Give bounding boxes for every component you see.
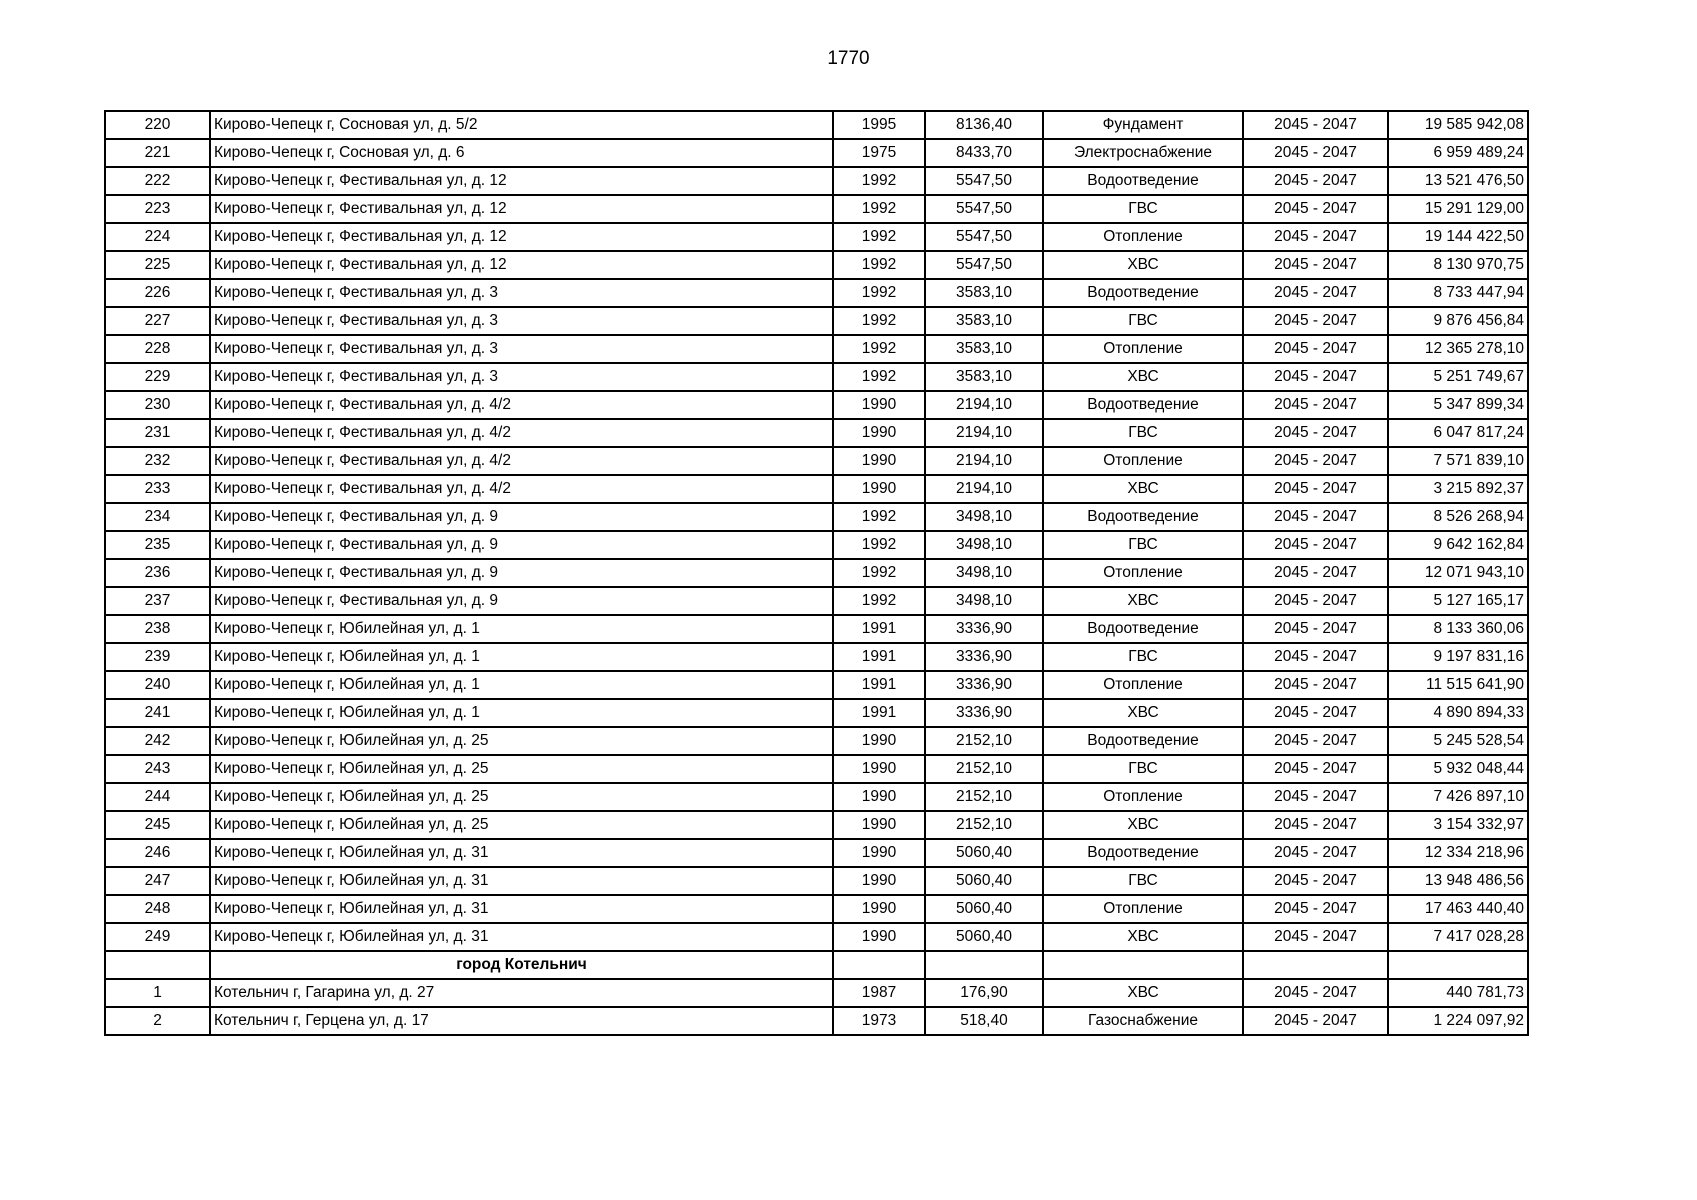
row-number-cell: 242	[105, 727, 210, 755]
address-cell: Кирово-Чепецк г, Юбилейная ул, д. 25	[210, 783, 833, 811]
period-cell: 2045 - 2047	[1243, 699, 1388, 727]
year-built-cell: 1991	[833, 643, 925, 671]
cost-cell: 19 585 942,08	[1388, 111, 1528, 139]
empty-cell	[1043, 951, 1243, 979]
table-row	[105, 839, 1528, 867]
cost-cell: 5 932 048,44	[1388, 755, 1528, 783]
table-row	[105, 923, 1528, 951]
work-type-cell: Отопление	[1043, 671, 1243, 699]
address-cell: Кирово-Чепецк г, Фестивальная ул, д. 4/2	[210, 475, 833, 503]
year-built-cell: 1992	[833, 363, 925, 391]
year-built-cell: 1973	[833, 1007, 925, 1035]
period-cell: 2045 - 2047	[1243, 923, 1388, 951]
cost-cell: 12 071 943,10	[1388, 559, 1528, 587]
address-cell: Кирово-Чепецк г, Юбилейная ул, д. 31	[210, 867, 833, 895]
period-cell: 2045 - 2047	[1243, 307, 1388, 335]
area-cell: 2194,10	[925, 447, 1043, 475]
work-type-cell: ХВС	[1043, 979, 1243, 1007]
period-cell: 2045 - 2047	[1243, 615, 1388, 643]
work-type-cell: Газоснабжение	[1043, 1007, 1243, 1035]
year-built-cell: 1990	[833, 839, 925, 867]
area-cell: 5547,50	[925, 223, 1043, 251]
period-cell: 2045 - 2047	[1243, 643, 1388, 671]
table-row	[105, 671, 1528, 699]
year-built-cell: 1991	[833, 615, 925, 643]
year-built-cell: 1992	[833, 503, 925, 531]
address-cell: Кирово-Чепецк г, Фестивальная ул, д. 4/2	[210, 391, 833, 419]
row-number-cell: 220	[105, 111, 210, 139]
area-cell: 3336,90	[925, 671, 1043, 699]
row-number-cell: 230	[105, 391, 210, 419]
row-number-cell: 233	[105, 475, 210, 503]
year-built-cell: 1992	[833, 335, 925, 363]
cost-cell: 11 515 641,90	[1388, 671, 1528, 699]
empty-cell	[1243, 951, 1388, 979]
address-cell: Кирово-Чепецк г, Сосновая ул, д. 6	[210, 139, 833, 167]
address-cell: Кирово-Чепецк г, Юбилейная ул, д. 31	[210, 923, 833, 951]
area-cell: 3498,10	[925, 559, 1043, 587]
address-cell: Котельнич г, Герцена ул, д. 17	[210, 1007, 833, 1035]
period-cell: 2045 - 2047	[1243, 475, 1388, 503]
work-type-cell: Отопление	[1043, 895, 1243, 923]
area-cell: 2152,10	[925, 811, 1043, 839]
cost-cell: 15 291 129,00	[1388, 195, 1528, 223]
period-cell: 2045 - 2047	[1243, 251, 1388, 279]
cost-cell: 9 642 162,84	[1388, 531, 1528, 559]
row-number-cell: 248	[105, 895, 210, 923]
period-cell: 2045 - 2047	[1243, 419, 1388, 447]
table-row	[105, 783, 1528, 811]
table-row	[105, 979, 1528, 1007]
address-cell: Кирово-Чепецк г, Фестивальная ул, д. 4/2	[210, 447, 833, 475]
address-cell: Кирово-Чепецк г, Фестивальная ул, д. 4/2	[210, 419, 833, 447]
table-row	[105, 363, 1528, 391]
cost-cell: 5 245 528,54	[1388, 727, 1528, 755]
table-row	[105, 867, 1528, 895]
year-built-cell: 1990	[833, 811, 925, 839]
table-row	[105, 1007, 1528, 1035]
cost-cell: 9 876 456,84	[1388, 307, 1528, 335]
area-cell: 3498,10	[925, 587, 1043, 615]
address-cell: Кирово-Чепецк г, Юбилейная ул, д. 25	[210, 755, 833, 783]
period-cell: 2045 - 2047	[1243, 979, 1388, 1007]
row-number-cell: 1	[105, 979, 210, 1007]
area-cell: 3336,90	[925, 643, 1043, 671]
year-built-cell: 1990	[833, 923, 925, 951]
table-row	[105, 699, 1528, 727]
row-number-cell: 232	[105, 447, 210, 475]
cost-cell: 13 521 476,50	[1388, 167, 1528, 195]
work-type-cell: Водоотведение	[1043, 279, 1243, 307]
work-type-cell: Электроснабжение	[1043, 139, 1243, 167]
area-cell: 8433,70	[925, 139, 1043, 167]
area-cell: 2194,10	[925, 419, 1043, 447]
work-type-cell: ХВС	[1043, 811, 1243, 839]
area-cell: 3498,10	[925, 531, 1043, 559]
row-number-cell: 226	[105, 279, 210, 307]
period-cell: 2045 - 2047	[1243, 335, 1388, 363]
row-number-cell: 231	[105, 419, 210, 447]
table-row	[105, 391, 1528, 419]
cost-cell: 7 426 897,10	[1388, 783, 1528, 811]
cost-cell: 3 154 332,97	[1388, 811, 1528, 839]
cost-cell: 440 781,73	[1388, 979, 1528, 1007]
address-cell: Кирово-Чепецк г, Юбилейная ул, д. 25	[210, 811, 833, 839]
period-cell: 2045 - 2047	[1243, 895, 1388, 923]
period-cell: 2045 - 2047	[1243, 867, 1388, 895]
year-built-cell: 1990	[833, 895, 925, 923]
address-cell: Кирово-Чепецк г, Фестивальная ул, д. 9	[210, 531, 833, 559]
address-cell: Кирово-Чепецк г, Юбилейная ул, д. 1	[210, 699, 833, 727]
table-row	[105, 307, 1528, 335]
year-built-cell: 1991	[833, 699, 925, 727]
table-row	[105, 559, 1528, 587]
row-number-cell: 237	[105, 587, 210, 615]
area-cell: 3498,10	[925, 503, 1043, 531]
row-number-cell: 222	[105, 167, 210, 195]
area-cell: 3583,10	[925, 279, 1043, 307]
empty-cell	[105, 951, 210, 979]
work-type-cell: ХВС	[1043, 699, 1243, 727]
work-type-cell: ГВС	[1043, 755, 1243, 783]
area-cell: 5060,40	[925, 839, 1043, 867]
cost-cell: 8 526 268,94	[1388, 503, 1528, 531]
period-cell: 2045 - 2047	[1243, 447, 1388, 475]
address-cell: Кирово-Чепецк г, Юбилейная ул, д. 25	[210, 727, 833, 755]
year-built-cell: 1990	[833, 867, 925, 895]
table-row	[105, 643, 1528, 671]
year-built-cell: 1990	[833, 475, 925, 503]
year-built-cell: 1992	[833, 279, 925, 307]
area-cell: 2152,10	[925, 727, 1043, 755]
work-type-cell: Водоотведение	[1043, 503, 1243, 531]
row-number-cell: 223	[105, 195, 210, 223]
table-row	[105, 223, 1528, 251]
address-cell: Кирово-Чепецк г, Юбилейная ул, д. 31	[210, 895, 833, 923]
row-number-cell: 224	[105, 223, 210, 251]
address-cell: Кирово-Чепецк г, Фестивальная ул, д. 3	[210, 279, 833, 307]
year-built-cell: 1990	[833, 391, 925, 419]
work-type-cell: ГВС	[1043, 643, 1243, 671]
area-cell: 176,90	[925, 979, 1043, 1007]
address-cell: Кирово-Чепецк г, Фестивальная ул, д. 12	[210, 195, 833, 223]
area-cell: 3336,90	[925, 699, 1043, 727]
cost-cell: 7 571 839,10	[1388, 447, 1528, 475]
address-cell: Кирово-Чепецк г, Фестивальная ул, д. 12	[210, 251, 833, 279]
period-cell: 2045 - 2047	[1243, 363, 1388, 391]
year-built-cell: 1992	[833, 559, 925, 587]
cost-cell: 12 334 218,96	[1388, 839, 1528, 867]
table-row	[105, 419, 1528, 447]
area-cell: 3583,10	[925, 335, 1043, 363]
cost-cell: 3 215 892,37	[1388, 475, 1528, 503]
year-built-cell: 1991	[833, 671, 925, 699]
cost-cell: 8 733 447,94	[1388, 279, 1528, 307]
address-cell: Кирово-Чепецк г, Фестивальная ул, д. 3	[210, 335, 833, 363]
year-built-cell: 1992	[833, 531, 925, 559]
table-row	[105, 279, 1528, 307]
row-number-cell: 243	[105, 755, 210, 783]
period-cell: 2045 - 2047	[1243, 839, 1388, 867]
period-cell: 2045 - 2047	[1243, 195, 1388, 223]
work-type-cell: Отопление	[1043, 447, 1243, 475]
year-built-cell: 1975	[833, 139, 925, 167]
table-row	[105, 335, 1528, 363]
address-cell: Кирово-Чепецк г, Сосновая ул, д. 5/2	[210, 111, 833, 139]
year-built-cell: 1992	[833, 587, 925, 615]
area-cell: 3336,90	[925, 615, 1043, 643]
address-cell: Кирово-Чепецк г, Фестивальная ул, д. 12	[210, 223, 833, 251]
work-type-cell: ГВС	[1043, 307, 1243, 335]
row-number-cell: 234	[105, 503, 210, 531]
work-type-cell: Водоотведение	[1043, 615, 1243, 643]
work-type-cell: ГВС	[1043, 195, 1243, 223]
period-cell: 2045 - 2047	[1243, 167, 1388, 195]
area-cell: 3583,10	[925, 307, 1043, 335]
work-type-cell: ХВС	[1043, 251, 1243, 279]
table-row	[105, 195, 1528, 223]
table-row	[105, 895, 1528, 923]
year-built-cell: 1990	[833, 447, 925, 475]
cost-cell: 12 365 278,10	[1388, 335, 1528, 363]
address-cell: Кирово-Чепецк г, Фестивальная ул, д. 9	[210, 503, 833, 531]
row-number-cell: 240	[105, 671, 210, 699]
cost-cell: 4 890 894,33	[1388, 699, 1528, 727]
year-built-cell: 1995	[833, 111, 925, 139]
address-cell: Кирово-Чепецк г, Фестивальная ул, д. 9	[210, 587, 833, 615]
row-number-cell: 241	[105, 699, 210, 727]
empty-cell	[1388, 951, 1528, 979]
row-number-cell: 227	[105, 307, 210, 335]
address-cell: Кирово-Чепецк г, Юбилейная ул, д. 1	[210, 615, 833, 643]
period-cell: 2045 - 2047	[1243, 671, 1388, 699]
area-cell: 2152,10	[925, 783, 1043, 811]
address-cell: Кирово-Чепецк г, Юбилейная ул, д. 1	[210, 671, 833, 699]
work-type-cell: ХВС	[1043, 587, 1243, 615]
year-built-cell: 1992	[833, 167, 925, 195]
year-built-cell: 1992	[833, 251, 925, 279]
area-cell: 5060,40	[925, 923, 1043, 951]
registry-table	[104, 110, 1529, 1036]
period-cell: 2045 - 2047	[1243, 279, 1388, 307]
period-cell: 2045 - 2047	[1243, 587, 1388, 615]
row-number-cell: 235	[105, 531, 210, 559]
area-cell: 2194,10	[925, 475, 1043, 503]
period-cell: 2045 - 2047	[1243, 811, 1388, 839]
table-row	[105, 587, 1528, 615]
row-number-cell: 246	[105, 839, 210, 867]
area-cell: 8136,40	[925, 111, 1043, 139]
cost-cell: 1 224 097,92	[1388, 1007, 1528, 1035]
area-cell: 2194,10	[925, 391, 1043, 419]
cost-cell: 5 127 165,17	[1388, 587, 1528, 615]
work-type-cell: Водоотведение	[1043, 839, 1243, 867]
table-row	[105, 475, 1528, 503]
section-header-row	[105, 951, 1528, 979]
cost-cell: 5 251 749,67	[1388, 363, 1528, 391]
work-type-cell: Водоотведение	[1043, 391, 1243, 419]
empty-cell	[925, 951, 1043, 979]
area-cell: 5060,40	[925, 895, 1043, 923]
year-built-cell: 1992	[833, 223, 925, 251]
area-cell: 2152,10	[925, 755, 1043, 783]
cost-cell: 7 417 028,28	[1388, 923, 1528, 951]
work-type-cell: Отопление	[1043, 783, 1243, 811]
year-built-cell: 1990	[833, 419, 925, 447]
area-cell: 5547,50	[925, 167, 1043, 195]
section-title: город Котельнич	[210, 951, 833, 979]
cost-cell: 9 197 831,16	[1388, 643, 1528, 671]
table-row	[105, 755, 1528, 783]
area-cell: 518,40	[925, 1007, 1043, 1035]
work-type-cell: ХВС	[1043, 475, 1243, 503]
table-row	[105, 447, 1528, 475]
work-type-cell: Отопление	[1043, 335, 1243, 363]
work-type-cell: Отопление	[1043, 559, 1243, 587]
area-cell: 5547,50	[925, 251, 1043, 279]
work-type-cell: Отопление	[1043, 223, 1243, 251]
year-built-cell: 1992	[833, 195, 925, 223]
row-number-cell: 221	[105, 139, 210, 167]
address-cell: Кирово-Чепецк г, Фестивальная ул, д. 3	[210, 363, 833, 391]
cost-cell: 19 144 422,50	[1388, 223, 1528, 251]
row-number-cell: 2	[105, 1007, 210, 1035]
row-number-cell: 245	[105, 811, 210, 839]
work-type-cell: Фундамент	[1043, 111, 1243, 139]
address-cell: Котельнич г, Гагарина ул, д. 27	[210, 979, 833, 1007]
period-cell: 2045 - 2047	[1243, 503, 1388, 531]
table-row	[105, 727, 1528, 755]
cost-cell: 8 133 360,06	[1388, 615, 1528, 643]
year-built-cell: 1992	[833, 307, 925, 335]
table-row	[105, 139, 1528, 167]
address-cell: Кирово-Чепецк г, Юбилейная ул, д. 31	[210, 839, 833, 867]
work-type-cell: ГВС	[1043, 867, 1243, 895]
period-cell: 2045 - 2047	[1243, 111, 1388, 139]
table-row	[105, 811, 1528, 839]
cost-cell: 5 347 899,34	[1388, 391, 1528, 419]
address-cell: Кирово-Чепецк г, Фестивальная ул, д. 3	[210, 307, 833, 335]
period-cell: 2045 - 2047	[1243, 727, 1388, 755]
empty-cell	[833, 951, 925, 979]
row-number-cell: 229	[105, 363, 210, 391]
cost-cell: 6 047 817,24	[1388, 419, 1528, 447]
row-number-cell: 249	[105, 923, 210, 951]
period-cell: 2045 - 2047	[1243, 1007, 1388, 1035]
registry-body	[105, 111, 1528, 1035]
address-cell: Кирово-Чепецк г, Фестивальная ул, д. 9	[210, 559, 833, 587]
table-row	[105, 167, 1528, 195]
row-number-cell: 225	[105, 251, 210, 279]
row-number-cell: 247	[105, 867, 210, 895]
table-row	[105, 615, 1528, 643]
period-cell: 2045 - 2047	[1243, 531, 1388, 559]
cost-cell: 8 130 970,75	[1388, 251, 1528, 279]
table-row	[105, 531, 1528, 559]
period-cell: 2045 - 2047	[1243, 391, 1388, 419]
period-cell: 2045 - 2047	[1243, 559, 1388, 587]
table-row	[105, 251, 1528, 279]
work-type-cell: Водоотведение	[1043, 167, 1243, 195]
address-cell: Кирово-Чепецк г, Фестивальная ул, д. 12	[210, 167, 833, 195]
address-cell: Кирово-Чепецк г, Юбилейная ул, д. 1	[210, 643, 833, 671]
work-type-cell: Водоотведение	[1043, 727, 1243, 755]
year-built-cell: 1990	[833, 755, 925, 783]
year-built-cell: 1987	[833, 979, 925, 1007]
period-cell: 2045 - 2047	[1243, 139, 1388, 167]
period-cell: 2045 - 2047	[1243, 223, 1388, 251]
work-type-cell: ГВС	[1043, 419, 1243, 447]
row-number-cell: 239	[105, 643, 210, 671]
table-row	[105, 503, 1528, 531]
row-number-cell: 244	[105, 783, 210, 811]
area-cell: 5547,50	[925, 195, 1043, 223]
row-number-cell: 238	[105, 615, 210, 643]
cost-cell: 6 959 489,24	[1388, 139, 1528, 167]
area-cell: 3583,10	[925, 363, 1043, 391]
table-row	[105, 111, 1528, 139]
area-cell: 5060,40	[925, 867, 1043, 895]
cost-cell: 17 463 440,40	[1388, 895, 1528, 923]
period-cell: 2045 - 2047	[1243, 783, 1388, 811]
cost-cell: 13 948 486,56	[1388, 867, 1528, 895]
work-type-cell: ХВС	[1043, 923, 1243, 951]
work-type-cell: ХВС	[1043, 363, 1243, 391]
row-number-cell: 228	[105, 335, 210, 363]
year-built-cell: 1990	[833, 783, 925, 811]
work-type-cell: ГВС	[1043, 531, 1243, 559]
page-number: 1770	[827, 48, 870, 69]
row-number-cell: 236	[105, 559, 210, 587]
year-built-cell: 1990	[833, 727, 925, 755]
period-cell: 2045 - 2047	[1243, 755, 1388, 783]
